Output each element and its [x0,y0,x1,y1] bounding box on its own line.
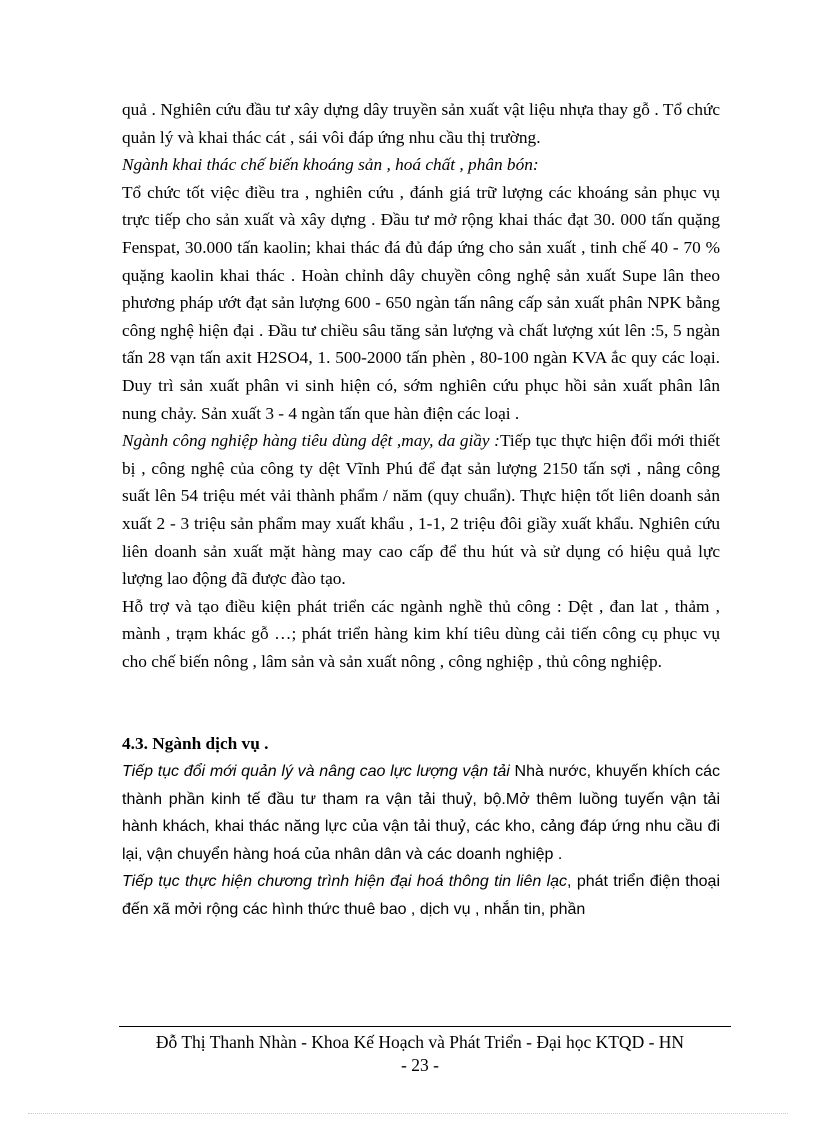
telecom-text: , phát triển điện thoại đến xã mởi rộng các hình thức thuê bao , dịch vụ , nhắn tin, phần [122,873,720,919]
section-heading-services: 4.3. Ngành dịch vụ . [122,734,269,754]
paragraph-telecom [122,868,720,923]
paragraph-consumer-goods [122,427,720,593]
footer-author-line: Đỗ Thị Thanh Nhàn - Khoa Kế Hoạch và Phát Triển - Đại học KTQD - HN [155,1032,685,1052]
consumer-goods-text: Tiếp tục thực hiện đổi mới thiết bị , công nghệ của công ty dệt Vĩnh Phú để đạt sản lượng 2150 tấn sợi , nâng công suất lên 54 triệu mét vải thành phẩm / năm (quy chuẩn). Thực hiện tốt liên doanh sản xuất 2 - 3 triệu sản phẩm may xuất khẩu , 1-1, 2 triệu đôi giầy xuất khẩu. Nghiên cứu liên doanh sản xuất mặt hàng may cao cấp để thu hút và sử dụng có hiệu quả lực lượng lao động đã được đào tạo. [122,431,720,589]
section-subtitle-mining-chemicals: Ngành khai thác chế biến khoáng sản , hoá chất , phân bón: [122,155,539,175]
page-number: - 23 - [401,1055,439,1075]
page-body [122,96,720,924]
transport-text: Nhà nước, khuyến khích các thành phần kinh tế đầu tư tham ra vận tải thuỷ, bộ.Mở thêm luồng tuyến vận tải hành khách, khai thác năng lực của vận tải thuỷ, các kho, cảng đáp ứng nhu cầu đi lại, vận chuyển hàng hoá của nhân dân và các doanh nghiệp . [122,763,720,863]
page-footer [100,1031,740,1077]
paragraph-handicrafts: Hỗ trợ và tạo điều kiện phát triển các ngành nghề thủ công : Dệt , đan lat , thảm , mành , trạm khác gỗ …; phát triển hàng kim khí tiêu dùng cải tiến công cụ phục vụ cho chế biến nông , lâm sản và sản xuất nông , công nghiệp , thủ công nghiệp. [122,596,720,671]
subtitle-transport: Tiếp tục đổi mới quản lý và nâng cao lực lượng vận tải [122,763,510,781]
footer-divider [119,1026,731,1027]
paragraph-transport [122,758,720,868]
section-subtitle-consumer-goods: Ngành công nghiệp hàng tiêu dùng dệt ,may, da giầy : [122,431,500,451]
page-bottom-dotted-border [28,1113,788,1114]
paragraph-mining-chemicals: Tổ chức tốt việc điều tra , nghiên cứu , đánh giá trữ lượng các khoáng sản phục vụ trực tiếp cho sản xuất và xây dựng . Đầu tư mở rộng khai thác đạt 30. 000 tấn quặng Fenspat, 30.000 tấn kaolin; khai thác đá đủ đáp ứng cho sản xuất , tinh chế 40 - 70 % quặng kaolin khai thác . Hoàn chỉnh dây chuyền công nghệ sản xuất Supe lân theo phương pháp ướt đạt sản lượng 600 - 650 ngàn tấn nâng cấp sản xuất phân NPK bằng công nghệ hiện đại . Đầu tư chiều sâu tăng sản lượng và chất lượng xút lên :5, 5 ngàn tấn 28 vạn tấn axit H2SO4, 1. 500-2000 tấn phèn , 80-100 ngàn KVA ắc quy các loại. Duy trì sản xuất phân vi sinh hiện có, sớm nghiên cứu phục hồi sản xuất phân lân nung chảy. Sản xuất 3 - 4 ngàn tấn que hàn điện các loại . [122,182,720,423]
paragraph-1: quả . Nghiên cứu đầu tư xây dựng dây truyền sản xuất vật liệu nhựa thay gỗ . Tổ chức quản lý và khai thác cát , sái vôi đáp ứng nhu cầu thị trường. [122,100,720,147]
subtitle-telecom: Tiếp tục thực hiện chương trình hiện đại hoá thông tin liên lạc [122,873,568,891]
